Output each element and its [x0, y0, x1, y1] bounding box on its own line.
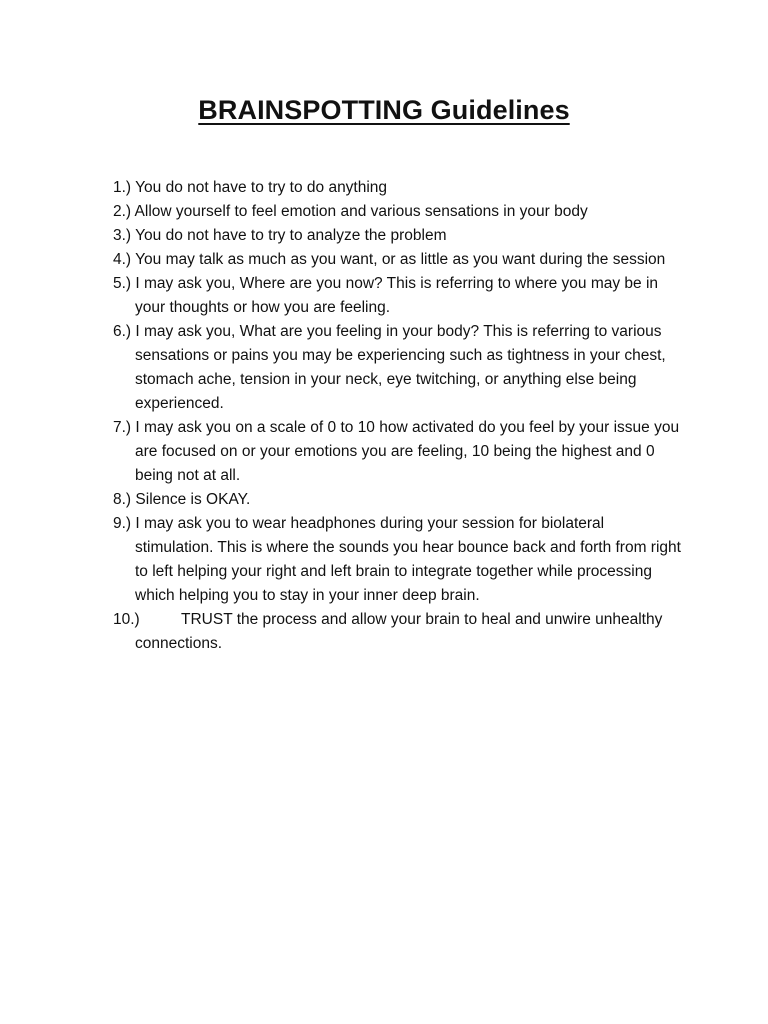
item-number: 6.)	[113, 323, 132, 340]
item-text: I may ask you to wear headphones during your session for biolateral stimulation. This is where the sounds you hear bounce back and forth from right to left helping your right and left brain to integrate together while processing which helping you to stay in your inner deep brain.	[135, 515, 681, 604]
item-text: Allow yourself to feel emotion and various sensations in your body	[134, 203, 588, 220]
item-number: 5.)	[113, 275, 132, 292]
item-text: You do not have to try to analyze the problem	[135, 227, 447, 244]
guidelines-list	[113, 176, 683, 656]
item-text: Silence is OKAY.	[135, 491, 251, 508]
item-number: 7.)	[113, 419, 132, 436]
item-text: TRUST the process and allow your brain to heal and unwire unhealthy connections.	[135, 611, 663, 652]
item-text: You may talk as much as you want, or as little as you want during the session	[135, 251, 666, 268]
list-item	[113, 512, 683, 608]
list-item	[113, 608, 683, 656]
page-title: BRAINSPOTTING Guidelines	[198, 95, 570, 125]
list-item	[113, 248, 683, 272]
item-number: 10.)	[113, 611, 140, 628]
item-number: 4.)	[113, 251, 132, 268]
item-text: I may ask you on a scale of 0 to 10 how activated do you feel by your issue you are focused on or your emotions you are feeling, 10 being the highest and 0 being not at all.	[135, 419, 680, 484]
item-number: 3.)	[113, 227, 132, 244]
item-text: You do not have to try to do anything	[135, 179, 388, 196]
list-item	[113, 200, 683, 224]
item-number: 8.)	[113, 491, 132, 508]
list-item	[113, 488, 683, 512]
list-item	[113, 416, 683, 488]
list-item	[113, 272, 683, 320]
item-number: 9.)	[113, 515, 132, 532]
item-text: I may ask you, What are you feeling in your body? This is referring to various sensations or pains you may be experiencing such as tightness in your chest, stomach ache, tension in your neck, eye twitching, or anything else being experienced.	[135, 323, 666, 412]
list-item	[113, 320, 683, 416]
item-text: I may ask you, Where are you now? This is referring to where you may be in your thoughts or how you are feeling.	[135, 275, 659, 316]
list-item	[113, 224, 683, 248]
item-number: 2.)	[113, 203, 132, 220]
item-number: 1.)	[113, 179, 132, 196]
list-item	[113, 176, 683, 200]
